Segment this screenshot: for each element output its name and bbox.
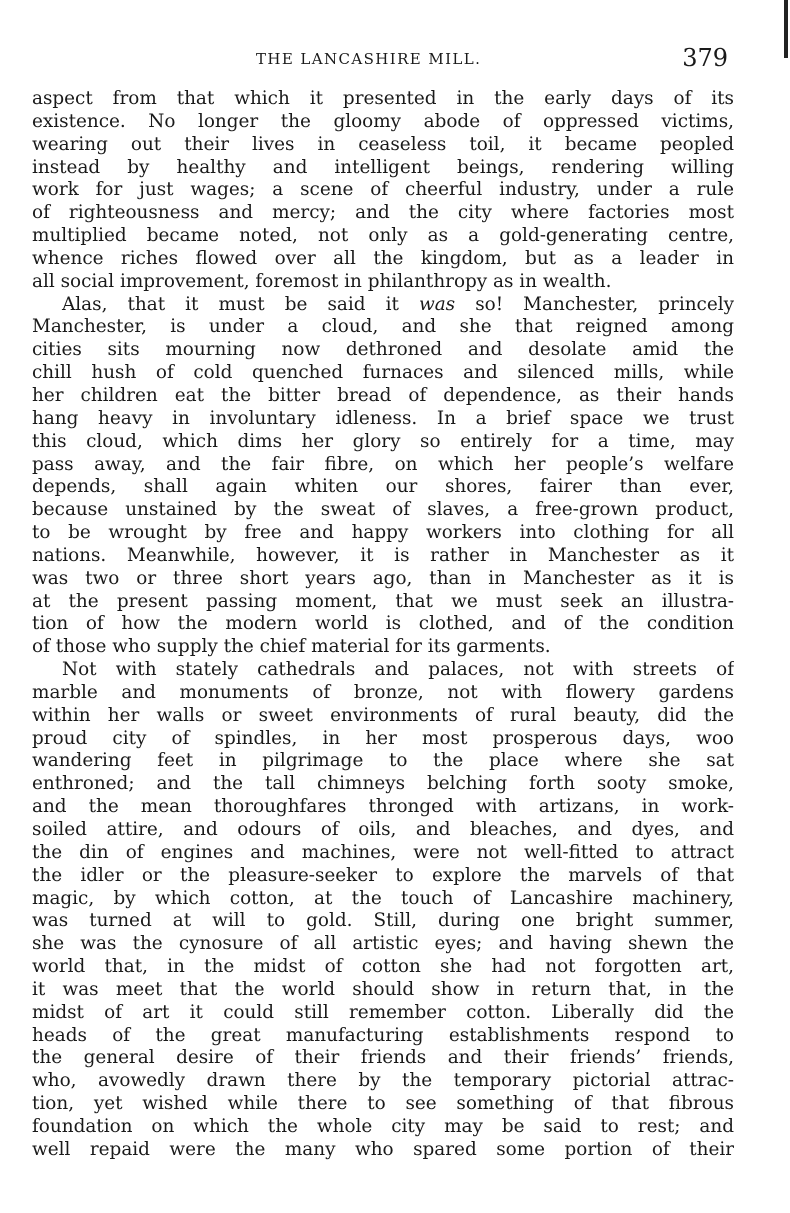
text-line: Not with stately cathedrals and palaces, not with streets of (62, 659, 734, 681)
text-line: was turned at will to gold. Still, during one bright summer, (32, 910, 734, 932)
text-line: instead by healthy and intelligent beings, rendering willing (32, 156, 734, 178)
text-line: it was meet that the world should show in return that, in the (32, 978, 734, 1000)
text-line: she was the cynosure of all artistic eyes; and having shewn the (32, 933, 734, 955)
text-line: nations. Meanwhile, however, it is rather in Manchester as it (32, 544, 734, 566)
text-line: this cloud, which dims her glory so entirely for a time, may (32, 430, 734, 452)
text-line: of righteousness and mercy; and the city where factories most (32, 202, 734, 224)
text-line: work for just wages; a scene of cheerful industry, under a rule (32, 179, 734, 201)
emphasis: was (418, 293, 456, 315)
text-line: multiplied became noted, not only as a gold-generating centre, (32, 225, 734, 247)
page-number: 379 (682, 44, 728, 72)
text-line: world that, in the midst of cotton she had not forgotten art, (32, 956, 734, 978)
text-line: marble and monuments of bronze, not with flowery gardens (32, 681, 734, 703)
text-line: heads of the great manufacturing establishments respond to (32, 1024, 734, 1046)
text-line: chill hush of cold quenched furnaces and silenced mills, while (32, 362, 734, 384)
text-line: at the present passing moment, that we must seek an illustra- (32, 590, 734, 612)
text-line: within her walls or sweet environments of rural beauty, did the (32, 704, 734, 726)
text-line: her children eat the bitter bread of dependence, as their hands (32, 384, 734, 406)
text-line: to be wrought by free and happy workers into clothing for all (32, 522, 734, 544)
text-line: the idler or the pleasure-seeker to explore the marvels of that (32, 864, 734, 886)
text-line: whence riches flowed over all the kingdom, but as a leader in (32, 247, 734, 269)
text-line: foundation on which the whole city may be said to rest; and (32, 1115, 734, 1137)
body-text (32, 88, 734, 1162)
text-line: wearing out their lives in ceaseless toil, it became peopled (32, 133, 734, 155)
text-line: was two or three short years ago, than in Manchester as it is (32, 567, 734, 589)
text-line: tion of how the modern world is clothed, and of the condition (32, 613, 734, 635)
text-line: soiled attire, and odours of oils, and bleaches, and dyes, and (32, 819, 734, 840)
running-header (0, 44, 790, 74)
text-line: Alas, that it must be said it was so! Manchester, princely (62, 293, 734, 315)
text-line: hang heavy in involuntary idleness. In a brief space we trust (32, 407, 734, 429)
text-line: of those who supply the chief material for its garments. (32, 636, 551, 658)
text-line: proud city of spindles, in her most prosperous days, woo (32, 727, 734, 749)
text-line: magic, by which cotton, at the touch of Lancashire machinery, (32, 887, 734, 909)
text-line: enthroned; and the tall chimneys belching forth sooty smoke, (32, 773, 734, 795)
text-line: who, avowedly drawn there by the temporary pictorial attrac- (32, 1070, 734, 1092)
text-line: because unstained by the sweat of slaves, a free-grown product, (32, 499, 734, 521)
text-line: and the mean thoroughfares thronged with artizans, in work- (32, 796, 734, 818)
text-line: existence. No longer the gloomy abode of oppressed victims, (32, 110, 734, 132)
text-line: the din of engines and machines, were not well-fitted to attract (32, 841, 734, 863)
text-line: Manchester, is under a cloud, and she that reigned among (32, 316, 734, 338)
running-title: THE LANCASHIRE MILL. (256, 50, 482, 68)
text-line: well repaid were the many who spared some portion of their (32, 1138, 734, 1160)
text-line: midst of art it could still remember cotton. Liberally did the (32, 1001, 734, 1023)
text-line: wandering feet in pilgrimage to the place where she sat (32, 750, 734, 772)
text-line: cities sits mourning now dethroned and desolate amid the (32, 339, 734, 361)
text-line: depends, shall again whiten our shores, fairer than ever, (32, 476, 734, 498)
text-line: the general desire of their friends and their friends’ friends, (32, 1047, 734, 1069)
text-line: tion, yet wished while there to see something of that fibrous (32, 1093, 734, 1115)
text-line: all social improvement, foremost in philanthropy as in wealth. (32, 270, 612, 292)
text-line: aspect from that which it presented in the early days of its (32, 88, 734, 109)
text-line: pass away, and the fair fibre, on which her people’s welfare (32, 453, 734, 475)
